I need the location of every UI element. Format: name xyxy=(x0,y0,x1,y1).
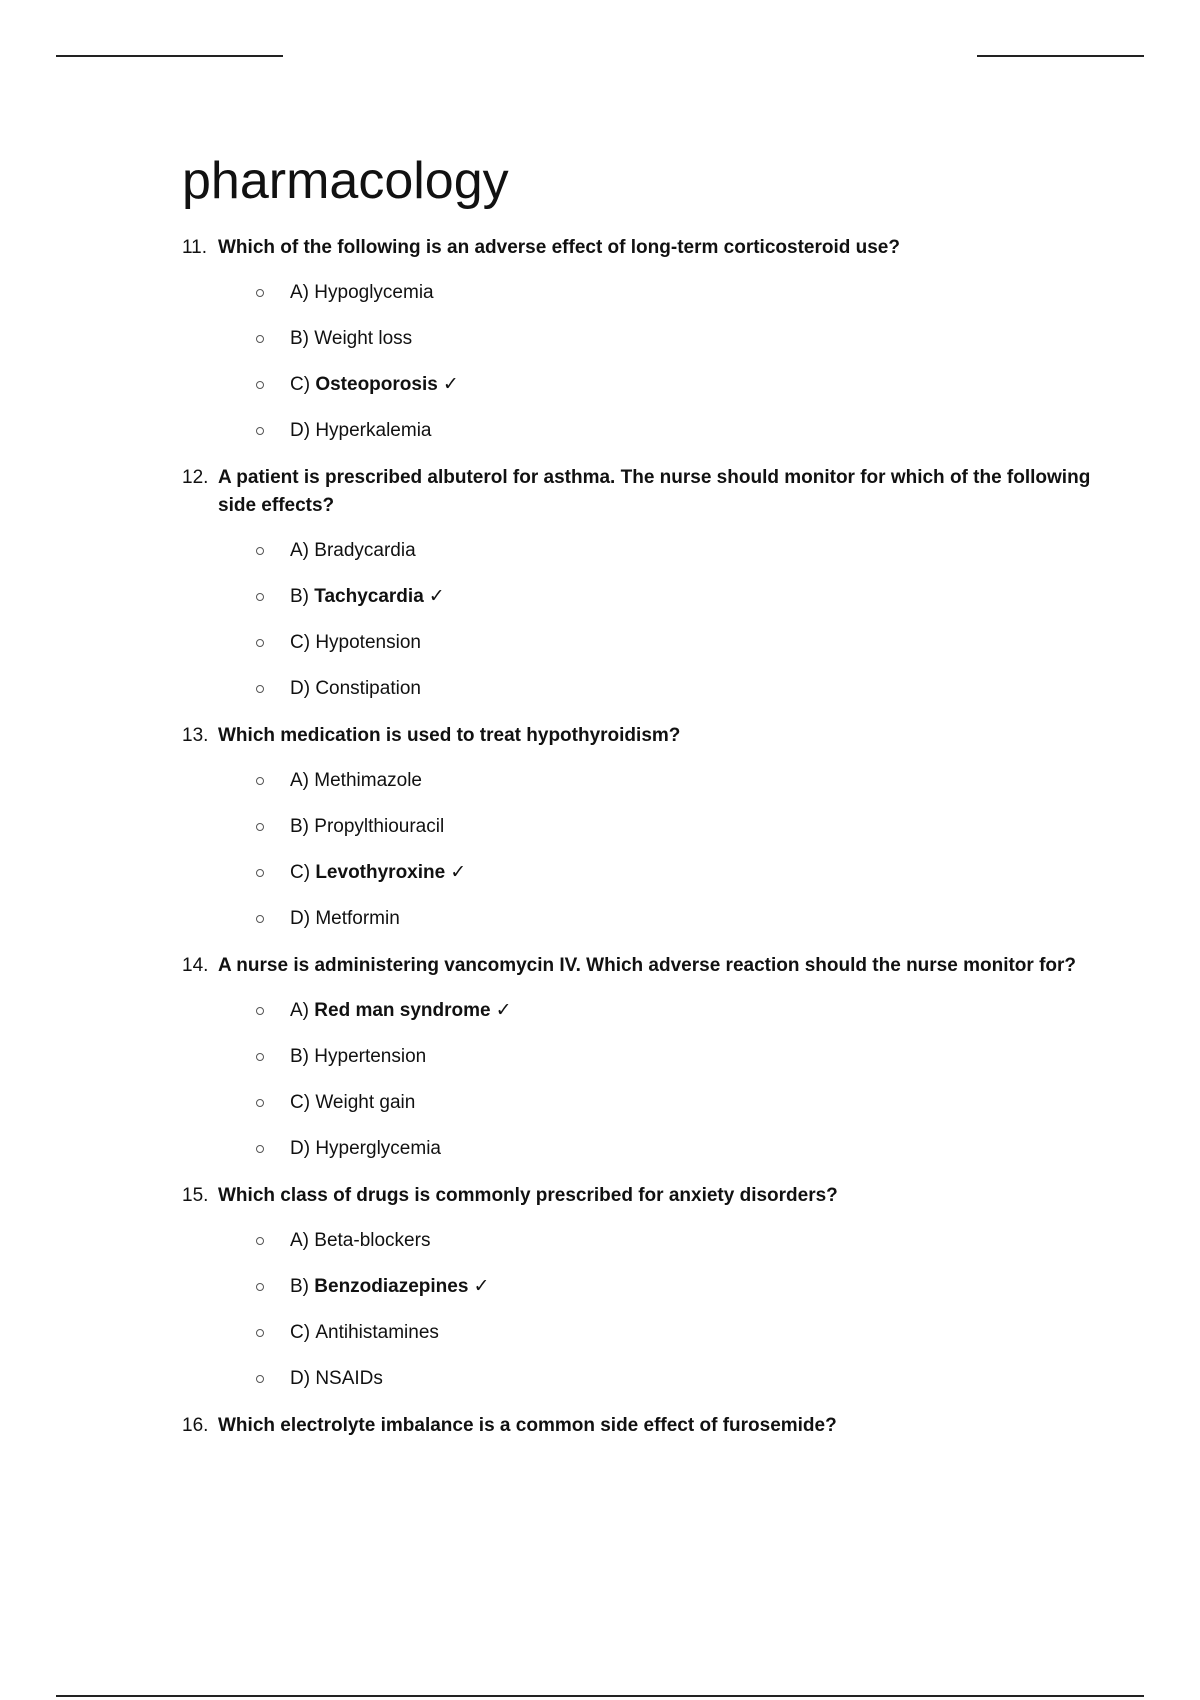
circle-bullet-icon xyxy=(256,547,264,555)
question-item xyxy=(182,234,1102,454)
option-text: Propylthiouracil xyxy=(314,816,445,837)
answer-option xyxy=(182,1126,1102,1172)
checkmark-icon: ✓ xyxy=(442,374,459,395)
answer-option xyxy=(182,666,1102,712)
question-text: A patient is prescribed albuterol for asthma. The nurse should monitor for which of the following side effects? xyxy=(218,467,1091,516)
option-list xyxy=(182,528,1102,712)
circle-bullet-icon xyxy=(256,1329,264,1337)
option-letter: A) xyxy=(290,770,315,791)
circle-bullet-icon xyxy=(256,1283,264,1291)
option-text: Constipation xyxy=(315,678,421,699)
question-number: 14. xyxy=(182,955,209,976)
option-letter: A) xyxy=(290,1000,315,1021)
option-text: Hyperkalemia xyxy=(315,420,432,441)
answer-option xyxy=(182,896,1102,942)
option-text: Weight loss xyxy=(314,328,413,349)
question-text: Which medication is used to treat hypothyroidism? xyxy=(218,725,681,746)
question-number: 11. xyxy=(182,237,208,258)
circle-bullet-icon xyxy=(256,381,264,389)
answer-option xyxy=(182,574,1102,620)
answer-option xyxy=(182,1264,1102,1310)
option-list xyxy=(182,1218,1102,1402)
question-list xyxy=(182,234,1102,1450)
option-letter: D) xyxy=(290,1368,316,1389)
answer-option xyxy=(182,270,1102,316)
answer-option xyxy=(182,408,1102,454)
answer-option xyxy=(182,1218,1102,1264)
circle-bullet-icon xyxy=(256,685,264,693)
checkmark-icon: ✓ xyxy=(450,862,467,883)
circle-bullet-icon xyxy=(256,823,264,831)
option-letter: B) xyxy=(290,1276,315,1297)
option-letter: B) xyxy=(290,328,315,349)
question-number: 13. xyxy=(182,725,209,746)
circle-bullet-icon xyxy=(256,1053,264,1061)
question-item xyxy=(182,722,1102,942)
circle-bullet-icon xyxy=(256,289,264,297)
checkmark-icon: ✓ xyxy=(495,1000,512,1021)
option-text: NSAIDs xyxy=(315,1368,383,1389)
option-text: Bradycardia xyxy=(314,540,416,561)
option-text: Hypoglycemia xyxy=(314,282,434,303)
answer-option xyxy=(182,1080,1102,1126)
question-header xyxy=(182,722,1102,750)
option-letter: A) xyxy=(290,282,315,303)
page-title: pharmacology xyxy=(182,152,509,210)
option-text: Methimazole xyxy=(314,770,422,791)
circle-bullet-icon xyxy=(256,869,264,877)
circle-bullet-icon xyxy=(256,915,264,923)
option-letter: B) xyxy=(290,586,315,607)
correct-option-text: Osteoporosis xyxy=(315,374,438,395)
option-text: Antihistamines xyxy=(315,1322,439,1343)
option-letter: C) xyxy=(290,1322,316,1343)
question-text: Which electrolyte imbalance is a common side effect of furosemide? xyxy=(218,1415,837,1436)
answer-option xyxy=(182,1310,1102,1356)
correct-option-text: Tachycardia xyxy=(314,586,424,607)
correct-option-text: Levothyroxine xyxy=(315,862,446,883)
option-list xyxy=(182,988,1102,1172)
circle-bullet-icon xyxy=(256,593,264,601)
option-text: Metformin xyxy=(315,908,400,929)
option-letter: D) xyxy=(290,420,316,441)
question-text: A nurse is administering vancomycin IV. Which adverse reaction should the nurse monitor for? xyxy=(218,955,1077,976)
answer-option xyxy=(182,620,1102,666)
correct-option-text: Benzodiazepines xyxy=(314,1276,469,1297)
answer-option xyxy=(182,988,1102,1034)
option-letter: C) xyxy=(290,632,316,653)
option-letter: C) xyxy=(290,1092,316,1113)
answer-option xyxy=(182,362,1102,408)
question-item xyxy=(182,1182,1102,1402)
option-text: Hypotension xyxy=(315,632,421,653)
answer-option xyxy=(182,528,1102,574)
circle-bullet-icon xyxy=(256,427,264,435)
question-item xyxy=(182,1412,1102,1440)
answer-option xyxy=(182,1356,1102,1402)
header-rule-right xyxy=(977,55,1144,57)
question-header xyxy=(182,234,1102,262)
question-header xyxy=(182,952,1102,980)
circle-bullet-icon xyxy=(256,1007,264,1015)
question-number: 15. xyxy=(182,1185,209,1206)
question-text: Which class of drugs is commonly prescribed for anxiety disorders? xyxy=(218,1185,838,1206)
circle-bullet-icon xyxy=(256,639,264,647)
question-number: 12. xyxy=(182,467,209,488)
question-header xyxy=(182,1182,1102,1210)
answer-option xyxy=(182,1034,1102,1080)
option-letter: A) xyxy=(290,1230,315,1251)
footer-rule xyxy=(56,1695,1144,1697)
option-letter: C) xyxy=(290,862,316,883)
circle-bullet-icon xyxy=(256,1375,264,1383)
question-header xyxy=(182,464,1102,520)
option-letter: A) xyxy=(290,540,315,561)
option-letter: D) xyxy=(290,1138,316,1159)
header-rule-left xyxy=(56,55,283,57)
option-text: Hyperglycemia xyxy=(315,1138,441,1159)
question-number: 16. xyxy=(182,1415,209,1436)
option-letter: B) xyxy=(290,816,315,837)
question-item xyxy=(182,952,1102,1172)
option-letter: D) xyxy=(290,908,316,929)
question-header xyxy=(182,1412,1102,1440)
answer-option xyxy=(182,316,1102,362)
circle-bullet-icon xyxy=(256,335,264,343)
circle-bullet-icon xyxy=(256,1145,264,1153)
checkmark-icon: ✓ xyxy=(473,1276,490,1297)
circle-bullet-icon xyxy=(256,777,264,785)
circle-bullet-icon xyxy=(256,1099,264,1107)
question-text: Which of the following is an adverse effect of long-term corticosteroid use? xyxy=(218,237,900,258)
option-text: Hypertension xyxy=(314,1046,427,1067)
correct-option-text: Red man syndrome xyxy=(314,1000,491,1021)
option-letter: D) xyxy=(290,678,316,699)
option-text: Weight gain xyxy=(315,1092,416,1113)
question-item xyxy=(182,464,1102,712)
option-letter: B) xyxy=(290,1046,315,1067)
answer-option xyxy=(182,850,1102,896)
option-letter: C) xyxy=(290,374,316,395)
answer-option xyxy=(182,804,1102,850)
option-text: Beta-blockers xyxy=(314,1230,431,1251)
option-list xyxy=(182,270,1102,454)
circle-bullet-icon xyxy=(256,1237,264,1245)
checkmark-icon: ✓ xyxy=(428,586,445,607)
answer-option xyxy=(182,758,1102,804)
option-list xyxy=(182,758,1102,942)
